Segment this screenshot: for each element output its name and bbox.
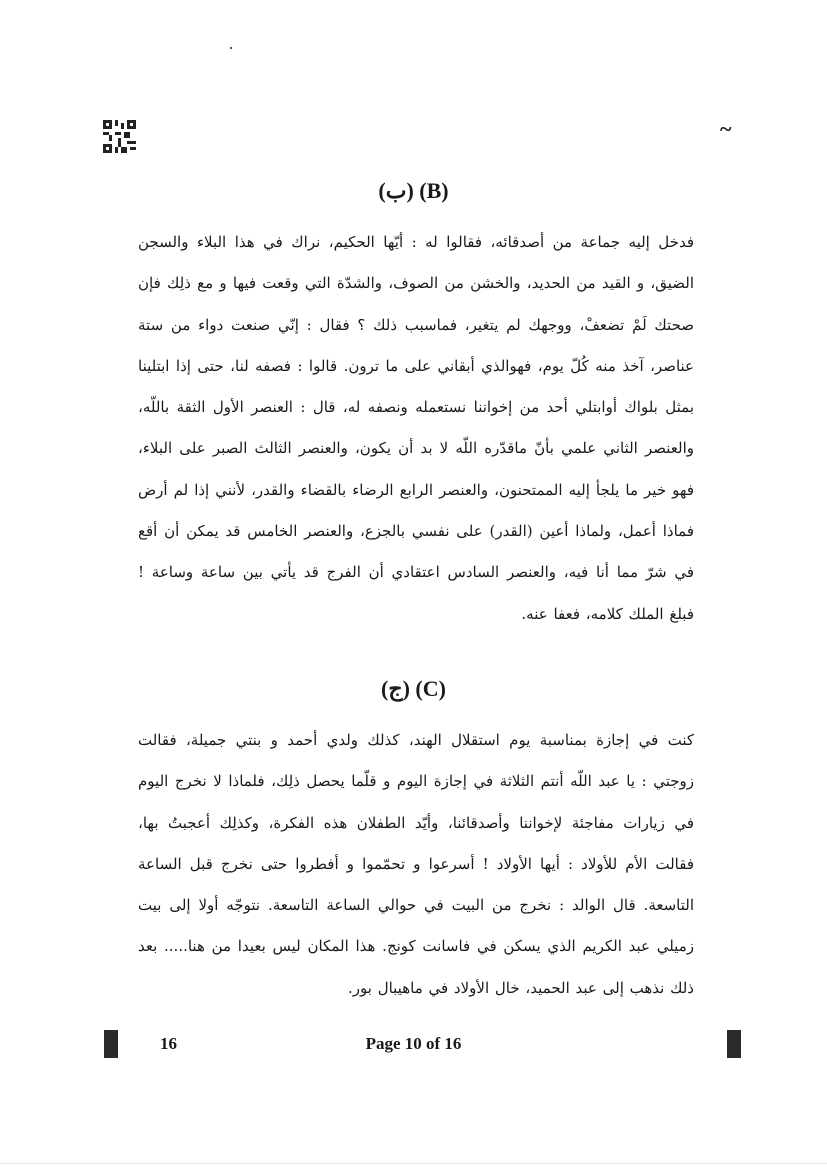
footer-code: 16	[160, 1034, 177, 1053]
section-c-text: كنت في إجازة بمناسبة يوم استقلال الهند، كذلك ولدي أحمد و بنتي جميلة، فقالت زوجتي : يا عبد اللّه أنتم الثلاثة في إجازة اليوم و قلّما يحصل ذلِك، فلماذا لا نخرج اليوم في زيارات مفاجئة لإخواننا وأصدقائنا، وأيّد الطفلان هذه الفكرة، وكذلِك أعجبتُ بها، فقالت الأم للأولاد : أيها الأولاد ! أسرعوا و تحمّموا و أفطروا حتى نخرج قبل الساعة التاسعة. قال الوالد : نخرج من البيت في حوالي الساعة التاسعة. نتوجّه أولا إلى بيت زميلي عبد الكريم الذي يسكن في فاسانت كونج. هذا المكان ليس بعيدا من هنا..... بعد ذلك نذهب إلى عبد الحميد، خال الأولاد في ماهيبال بور.	[138, 731, 694, 997]
corner-mark: ~	[720, 116, 732, 141]
qr-code-icon	[103, 120, 136, 153]
section-b-heading: (ب) (B)	[378, 178, 449, 203]
section-b-paragraph	[138, 222, 694, 635]
scan-edge	[0, 1163, 827, 1164]
section-c-paragraph	[138, 720, 694, 1009]
scan-speck	[230, 47, 232, 49]
right-footer-bar	[727, 1030, 741, 1058]
page-number: Page 10 of 16	[365, 1034, 462, 1053]
section-c-heading: (ج) (C)	[381, 676, 446, 701]
section-b-text: فدخل إليه جماعة من أصدقائه، فقالوا له : أيّها الحكيم، نراك في هذا البلاء والسجن الضيق، و القيد من الحديد، والخشن من الصوف، والشدّة التي وقعت فيها و مع ذلِك فإن صحتك لَمْ تضعفْ، ووجهك لم يتغير، فماسبب ذلك ؟ فقال : إنّي صنعت دواء من ستة عناصر، آخذ منه كُلّ يوم، فهوالذي أبقاني على ما ترون. قالوا : فصفه لنا، حتى إذا ابتلينا بمثل بلواك أوابتلي أحد من إخواننا نستعمله ونصفه له، قال : العنصر الأول الثقة باللّه، والعنصر الثاني علمي بأنّ ماقدّره اللّه لا بد أن يكون، والعنصر الثالث الصبر على البلاء، فهو خير ما يلجأ إليه الممتحنون، والعنصر الرابع الرضاء بالقضاء والقدر، لأنني إذا لم أرض فماذا أعمل، ولماذا أعين (القدر) على نفسي بالجزع، والعنصر الخامس قد يمكن أن أقع في شرّ مما أنا فيه، والعنصر السادس اعتقادي أن الفرج قد يأتي بين ساعة وساعة ! فبلغ الملك كلامه، فعفا عنه.	[138, 233, 694, 623]
